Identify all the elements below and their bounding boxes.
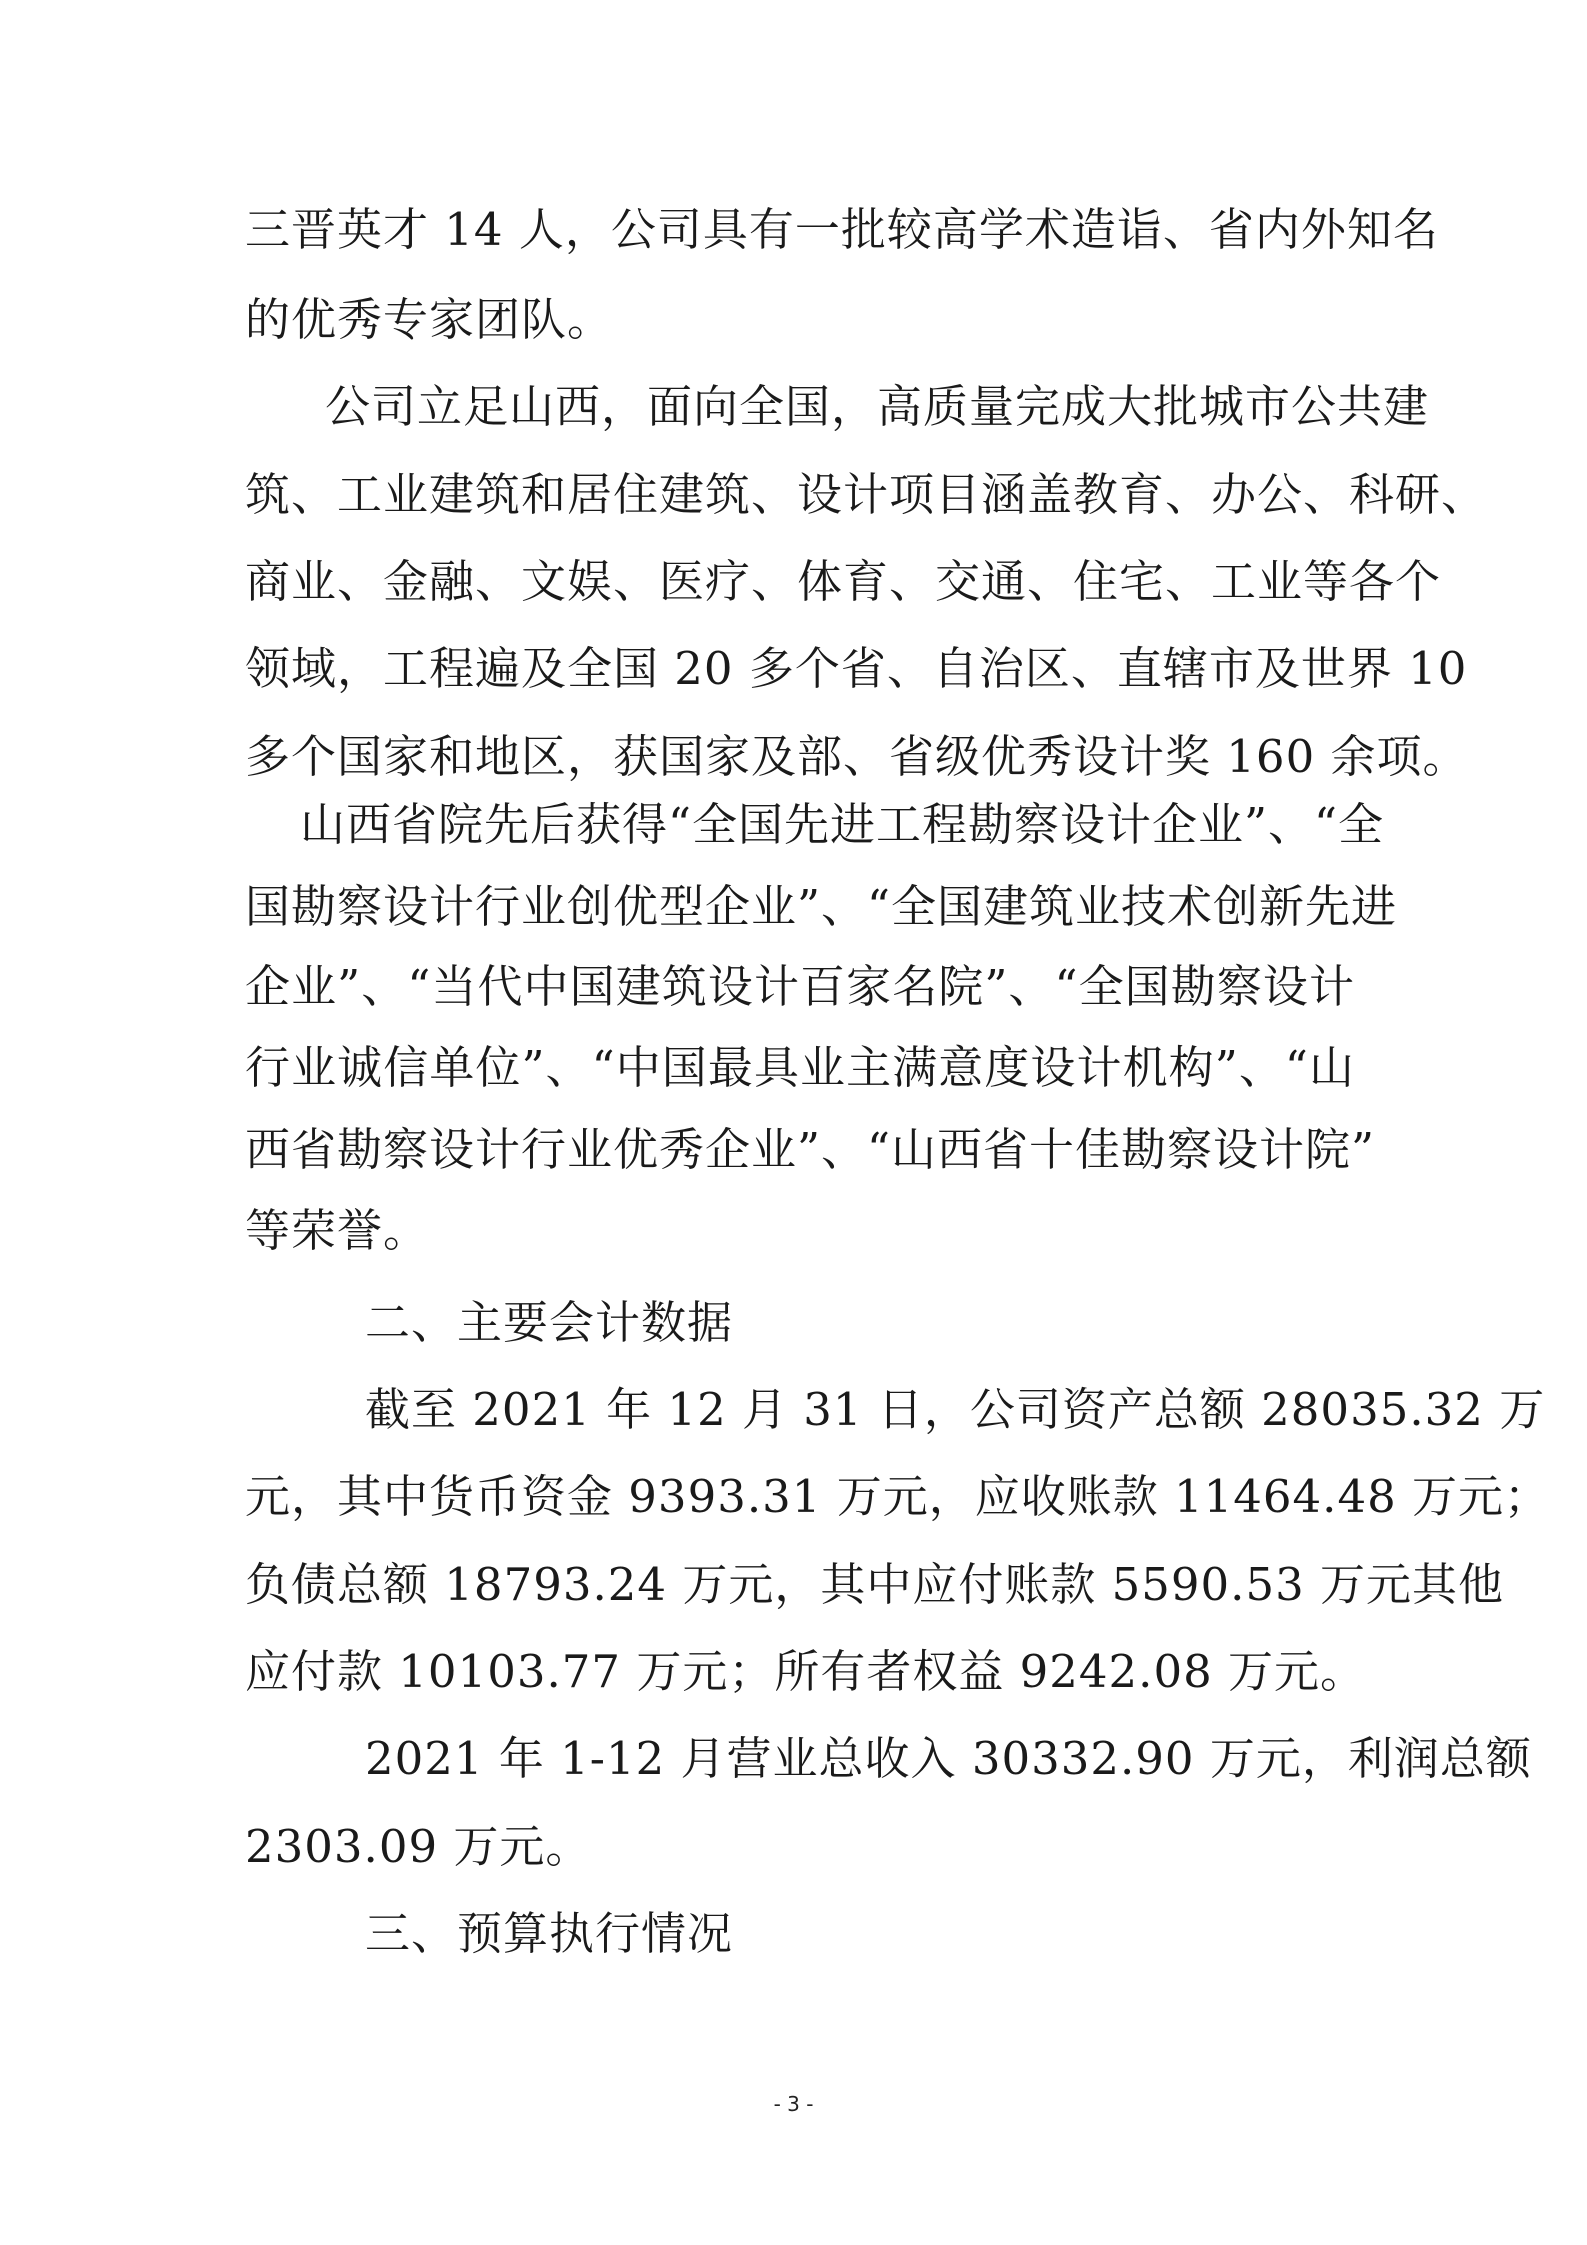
- text-line-9: 国勘察设计行业创优型企业”、“全国建筑业技术创新先进: [245, 880, 1398, 933]
- text-line-13: 等荣誉。: [245, 1204, 430, 1257]
- text-line-10: 企业”、“当代中国建筑设计百家名院”、“全国勘察设计: [245, 960, 1355, 1013]
- text-line-18: 应付款 10103.77 万元；所有者权益 9242.08 万元。: [245, 1645, 1367, 1698]
- section-heading-3: 三、预算执行情况: [365, 1907, 734, 1960]
- page-number: - 3 -: [773, 2092, 814, 2116]
- text-line-12: 西省勘察设计行业优秀企业”、“山西省十佳勘察设计院”: [245, 1123, 1376, 1176]
- text-line-19: 2021 年 1-12 月营业总收入 30332.90 万元，利润总额: [365, 1732, 1532, 1785]
- text-line-2: 的优秀专家团队。: [245, 293, 614, 346]
- text-line-3: 公司立足山西，面向全国，高质量完成大批城市公共建: [325, 380, 1430, 433]
- text-line-17: 负债总额 18793.24 万元，其中应付账款 5590.53 万元其他: [245, 1558, 1505, 1611]
- text-line-20: 2303.09 万元。: [245, 1820, 592, 1873]
- text-line-11: 行业诚信单位”、“中国最具业主满意度设计机构”、“山: [245, 1041, 1355, 1094]
- text-line-6: 领域，工程遍及全国 20 多个省、自治区、直辖市及世界 10: [245, 642, 1468, 695]
- section-heading-2: 二、主要会计数据: [365, 1296, 734, 1349]
- text-line-7: 多个国家和地区，获国家及部、省级优秀设计奖 160 余项。: [245, 730, 1469, 783]
- text-line-15: 截至 2021 年 12 月 31 日，公司资产总额 28035.32 万: [365, 1383, 1546, 1436]
- text-line-8: 山西省院先后获得“全国先进工程勘察设计企业”、“全: [300, 798, 1385, 851]
- text-line-16: 元，其中货币资金 9393.31 万元，应收账款 11464.48 万元；: [245, 1470, 1551, 1523]
- text-line-1: 三晋英才 14 人，公司具有一批较高学术造诣、省内外知名: [245, 203, 1439, 256]
- text-line-5: 商业、金融、文娱、医疗、体育、交通、住宅、工业等各个: [245, 555, 1442, 608]
- text-line-4: 筑、工业建筑和居住建筑、设计项目涵盖教育、办公、科研、: [245, 468, 1488, 521]
